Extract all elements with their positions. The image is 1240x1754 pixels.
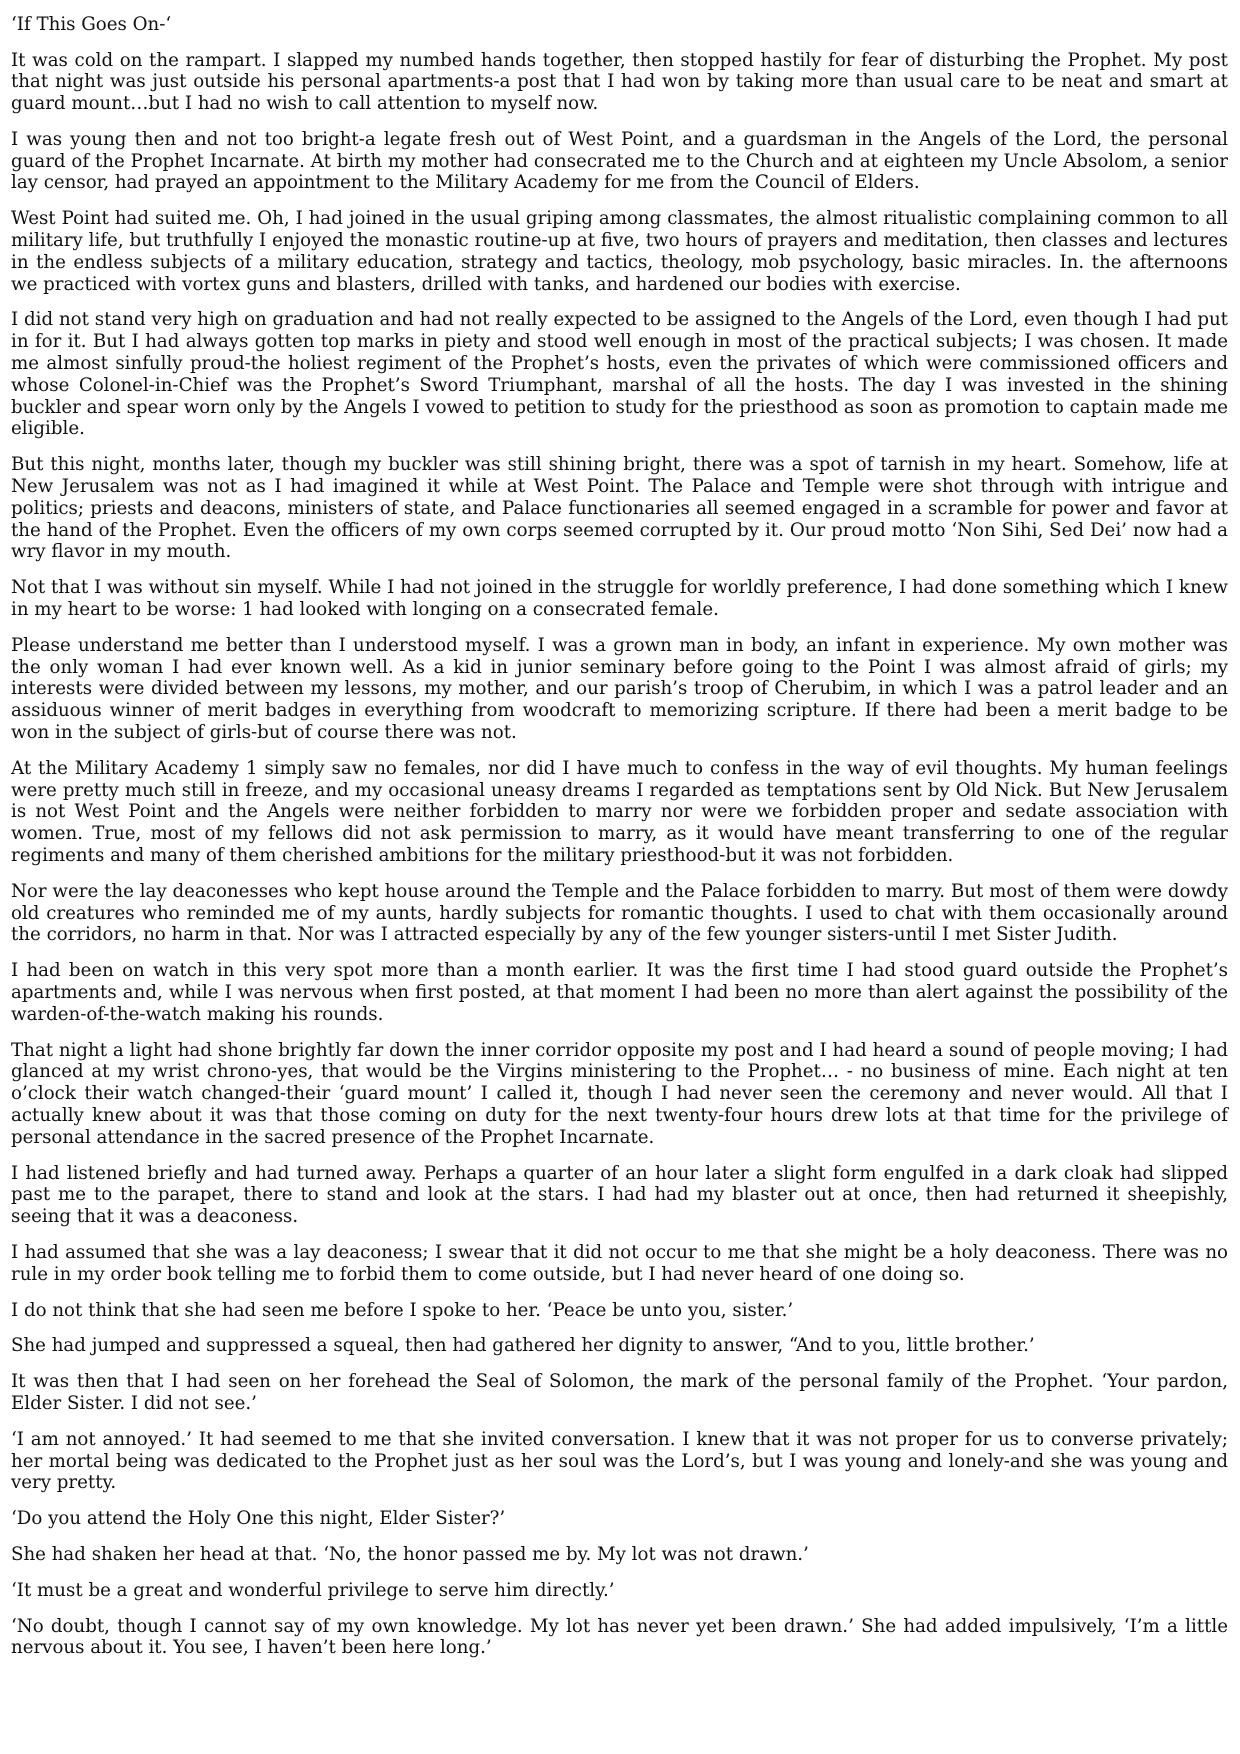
paragraph: Please understand me better than I understood myself. I was a grown man in body, an infant in experience. My own mother was the only woman I had ever known well. As a kid in junior seminary before going to the Point I was almost afraid of girls; my interests were divided between my lessons, my mother, and our parish’s troop of Cherubim, in which I was a patrol leader and an assiduous winner of merit badges in everything from woodcraft to memorizing scripture. If there had been a merit badge to be won in the subject of girls-but of course there was not. [11, 634, 1228, 744]
paragraph: Not that I was without sin myself. While I had not joined in the struggle for worldly preference, I had done something which I knew in my heart to be worse: 1 had looked with longing on a consecrated female. [11, 577, 1228, 621]
paragraph: Nor were the lay deaconesses who kept house around the Temple and the Palace forbidden to marry. But most of them were dowdy old creatures who reminded me of my aunts, hardly subjects for romantic thoughts. I used to chat with them occasionally around the corridors, no harm in that. Nor was I attracted especially by any of the few younger sisters-until I met Sister Judith. [11, 880, 1228, 946]
paragraph: It was cold on the rampart. I slapped my numbed hands together, then stopped hastily for fear of disturbing the Prophet. My post that night was just outside his personal apartments-a post that I had won by taking more than usual care to be neat and smart at guard mount…but I had no wish to call attention to myself now. [11, 49, 1228, 115]
paragraph: West Point had suited me. Oh, I had joined in the usual griping among classmates, the almost ritualistic complaining common to all military life, but truthfully I enjoyed the monastic routine-up at five, two hours of prayers and meditation, then classes and lectures in the endless subjects of a military education, strategy and tactics, theology, mob psychology, basic miracles. In. the afternoons we practiced with vortex guns and blasters, drilled with tanks, and hardened our bodies with exercise. [11, 208, 1228, 295]
paragraph: ‘I am not annoyed.’ It had seemed to me that she invited conversation. I knew that it was not proper for us to converse privately; her mortal being was dedicated to the Prophet just as her soul was the Lord’s, but I was young and lonely-and she was young and very pretty. [11, 1428, 1228, 1494]
paragraph: ‘Do you attend the Holy One this night, Elder Sister?’ [11, 1508, 506, 1530]
paragraph: I did not stand very high on graduation and had not really expected to be assigned to the Angels of the Lord, even though I had put in for it. But I had always gotten top marks in piety and stood well enough in most of the practical subjects; I was chosen. It made me almost sinfully proud-the holiest regiment of the Prophet’s hosts, even the privates of which were commissioned officers and whose Colonel-in-Chief was the Prophet’s Sword Triumphant, marshal of all the hosts. The day I was invested in the shining buckler and spear worn only by the Angels I vowed to petition to study for the priesthood as soon as promotion to captain made me eligible. [11, 309, 1229, 440]
paragraph: I was young then and not too bright-a legate fresh out of West Point, and a guardsman in the Angels of the Lord, the personal guard of the Prophet Incarnate. At birth my mother had consecrated me to the Church and at eighteen my Uncle Absolom, a senior lay censor, had prayed an appointment to the Military Academy for me from the Council of Elders. [11, 128, 1228, 194]
paragraph: It was then that I had seen on her forehead the Seal of Solomon, the mark of the personal family of the Prophet. ‘Your pardon, Elder Sister. I did not see.’ [11, 1371, 1228, 1414]
paragraph: That night a light had shone brightly far down the inner corridor opposite my post and I had heard a sound of people moving; I had glanced at my wrist chrono-yes, that would be the Virgins ministering to the Prophet… - no business of mine. Each night at ten o’clock their watch changed-their ‘guard mount’ I called it, though I had never seen the ceremony and never would. All that I actually knew about it was that those coming on duty for the next twenty-four hours drew lots at that time for the privilege of personal attendance in the sacred presence of the Prophet Incarnate. [11, 1039, 1228, 1148]
paragraph: But this night, months later, though my buckler was still shining bright, there was a spot of tarnish in my heart. Somehow, life at New Jerusalem was not as I had imagined it while at West Point. The Palace and Temple were shot through with intrigue and politics; priests and deacons, ministers of state, and Palace functionaries all seemed engaged in a scramble for power and favor at the hand of the Prophet. Even the officers of my own corps seemed corrupted by it. Our proud motto ‘Non Sihi, Sed Dei’ now had a wry flavor in my mouth. [11, 454, 1228, 563]
paragraph: She had jumped and suppressed a squeal, then had gathered her dignity to answer, “And to you, little brother.’ [11, 1335, 1035, 1357]
paragraph: I had listened briefly and had turned away. Perhaps a quarter of an hour later a slight form engulfed in a dark cloak had slipped past me to the parapet, there to stand and look at the stars. I had had my blaster out at once, then had returned it sheepishly, seeing that it was a deaconess. [11, 1162, 1228, 1228]
paragraph: ‘It must be a great and wonderful privilege to serve him directly.’ [11, 1579, 615, 1601]
paragraph: I had assumed that she was a lay deaconess; I swear that it did not occur to me that she might be a holy deaconess. There was no rule in my order book telling me to forbid them to come outside, but I had never heard of one doing so. [11, 1241, 1228, 1285]
paragraph: At the Military Academy 1 simply saw no females, nor did I have much to confess in the way of evil thoughts. My human feelings were pretty much still in freeze, and my occasional uneasy dreams I regarded as temptations sent by Old Nick. But New Jerusalem is not West Point and the Angels were neither forbidden to marry nor were we forbidden proper and sedate association with women. True, most of my fellows did not ask permission to marry, as it would have meant transferring to one of the regular regiments and many of them cherished ambitions for the military priesthood-but it was not forbidden. [11, 757, 1228, 866]
paragraph: I had been on watch in this very spot more than a month earlier. It was the first time I had stood guard outside the Prophet’s apartments and, while I was nervous when first posted, at that moment I had been no more than alert against the possibility of the warden-of-the-watch making his rounds. [11, 960, 1228, 1025]
paragraph: ‘No doubt, though I cannot say of my own knowledge. My lot has never yet been drawn.’ She had added impulsively, ‘I’m a little nervous about it. You see, I haven’t been here long.’ [11, 1615, 1228, 1659]
paragraph: I do not think that she had seen me before I spoke to her. ‘Peace be unto you, sister.’ [11, 1299, 794, 1321]
document-title: ‘If This Goes On-‘ [11, 14, 172, 35]
paragraph: She had shaken her head at that. ‘No, the honor passed me by. My lot was not drawn.’ [11, 1543, 809, 1565]
